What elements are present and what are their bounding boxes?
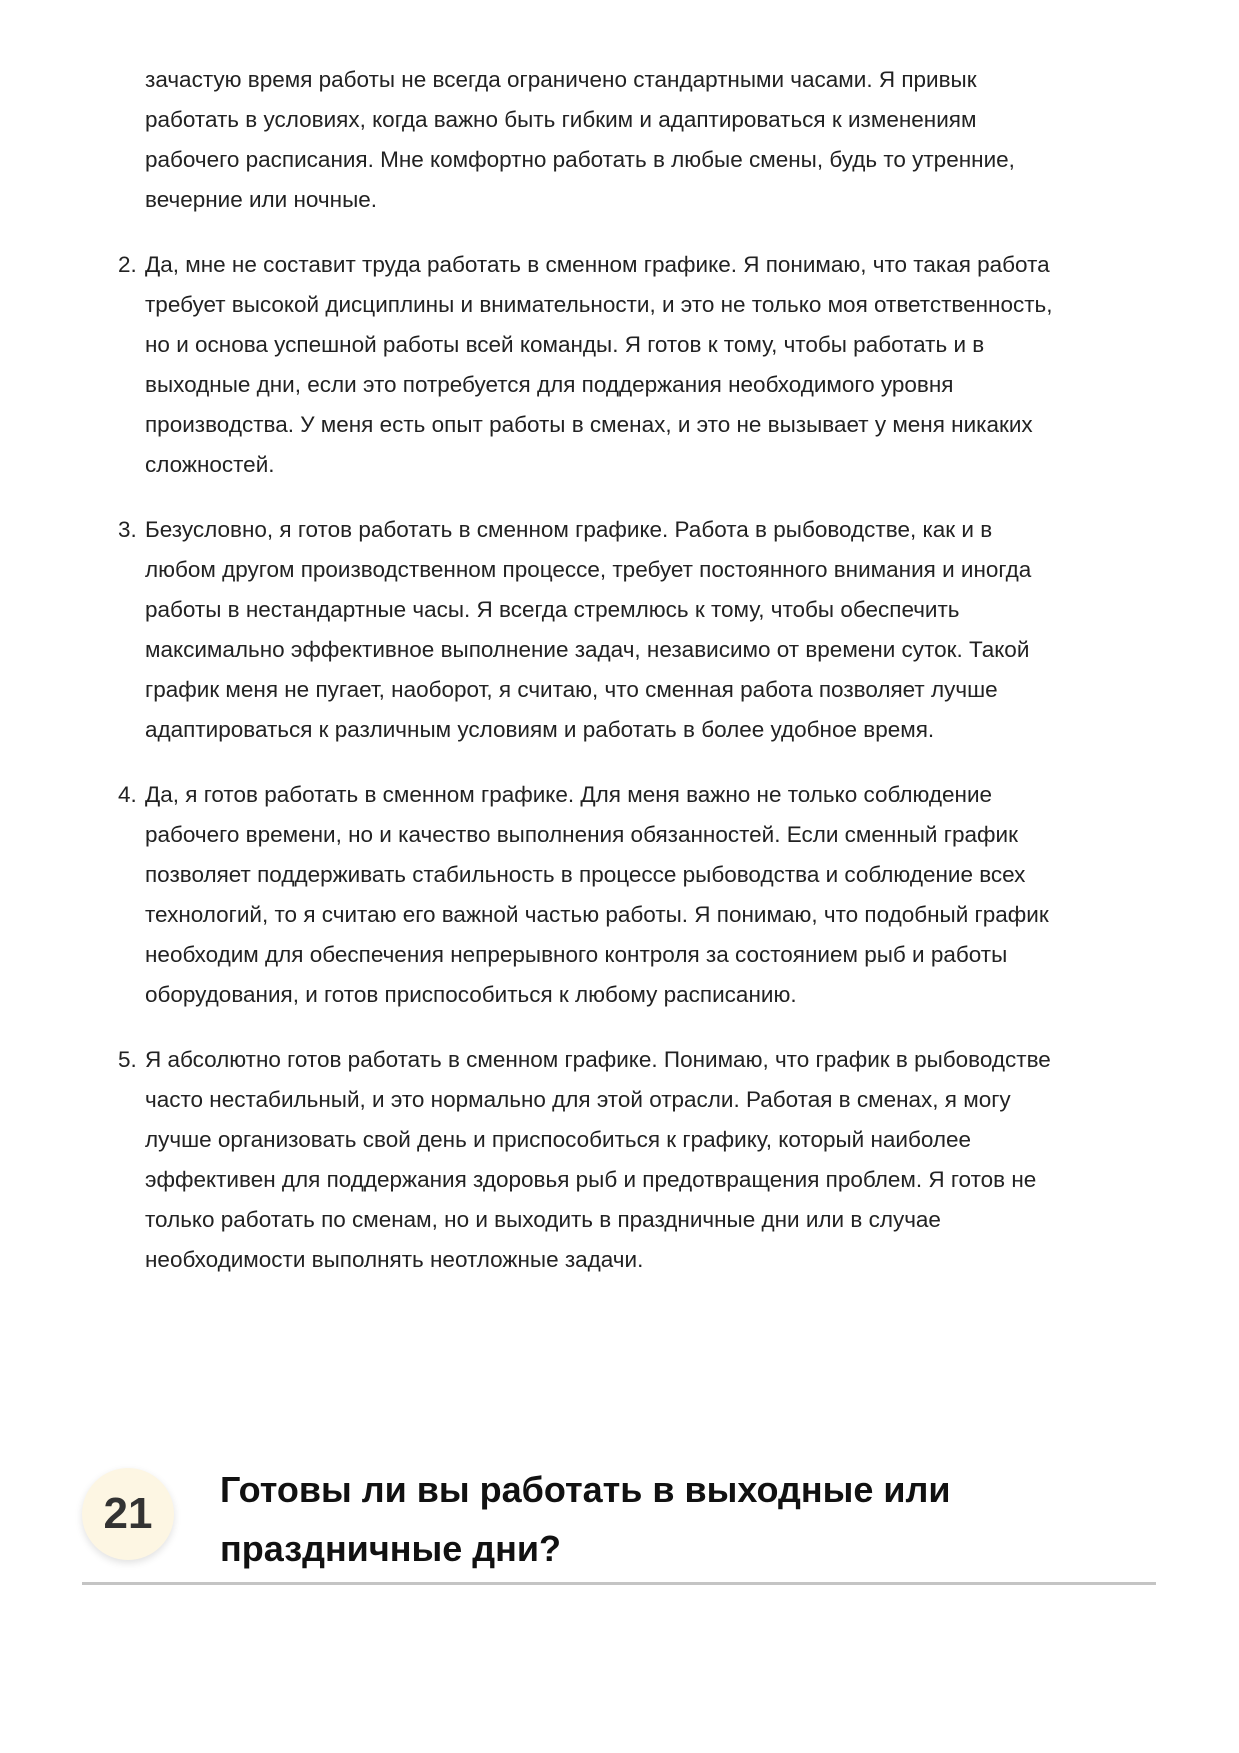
text-line: производства. У меня есть опыт работы в сменах, и это не вызывает у меня никаких [145,412,1033,437]
text-line: вечерние или ночные. [145,187,378,212]
text-line: рабочего расписания. Мне комфортно работать в любые смены, будь то утренние, [145,147,1015,172]
text-line: Безусловно, я готов работать в сменном графике. Работа в рыбоводстве, как и в [145,517,993,542]
heading-line: Готовы ли вы работать в выходные или [220,1469,951,1510]
text-line: выходные дни, если это потребуется для поддержания необходимого уровня [145,372,954,397]
list-item-continuation [145,60,1165,220]
list-number: 5. [118,1047,137,1072]
list-number: 2. [118,252,137,277]
text-line: работы в нестандартные часы. Я всегда стремлюсь к тому, чтобы обеспечить [145,597,960,622]
text-line: Я абсолютно готов работать в сменном графике. Понимаю, что график в рыбоводстве [145,1047,1051,1072]
text-line: часто нестабильный, и это нормально для этой отрасли. Работая в сменах, я могу [145,1087,1011,1112]
text-line: адаптироваться к различным условиям и работать в более удобное время. [145,717,935,742]
heading-line: праздничные дни? [220,1528,561,1569]
question-heading [220,1460,951,1578]
section-divider [82,1582,1156,1585]
text-line: зачастую время работы не всегда ограничено стандартными часами. Я привык [145,67,977,92]
text-line: рабочего времени, но и качество выполнения обязанностей. Если сменный график [145,822,1018,847]
list-item [118,510,1165,750]
text-line: позволяет поддерживать стабильность в процессе рыбоводства и соблюдение всех [145,862,1026,887]
text-line: работать в условиях, когда важно быть гибким и адаптироваться к изменениям [145,107,977,132]
text-line: лучше организовать свой день и приспособиться к графику, который наиболее [145,1127,972,1152]
text-line: только работать по сменам, но и выходить в праздничные дни или в случае [145,1207,941,1232]
list-item [118,775,1165,1015]
list-number: 3. [118,517,137,542]
text-line: технологий, то я считаю его важной частью работы. Я понимаю, что подобный график [145,902,1049,927]
text-line: но и основа успешной работы всей команды. Я готов к тому, чтобы работать и в [145,332,985,357]
text-line: Да, я готов работать в сменном графике. Для меня важно не только соблюдение [145,782,993,807]
text-line: необходимости выполнять неотложные задачи. [145,1247,644,1272]
list-item [118,1040,1165,1280]
text-line: сложностей. [145,452,275,477]
text-line: эффективен для поддержания здоровья рыб и предотвращения проблем. Я готов не [145,1167,1037,1192]
list-number: 4. [118,782,137,807]
answer-list [118,60,1165,1305]
text-line: оборудования, и готов приспособиться к любому расписанию. [145,982,797,1007]
text-line: Да, мне не составит труда работать в сменном графике. Я понимаю, что такая работа [145,252,1050,277]
text-line: любом другом производственном процессе, требует постоянного внимания и иногда [145,557,1032,582]
text-line: необходим для обеспечения непрерывного контроля за состоянием рыб и работы [145,942,1008,967]
list-item [118,245,1165,485]
text-line: максимально эффективное выполнение задач, независимо от времени суток. Такой [145,637,1030,662]
text-line: требует высокой дисциплины и внимательности, и это не только моя ответственность, [145,292,1053,317]
question-number-badge: 21 [82,1468,174,1560]
text-line: график меня не пугает, наоборот, я считаю, что сменная работа позволяет лучше [145,677,998,702]
